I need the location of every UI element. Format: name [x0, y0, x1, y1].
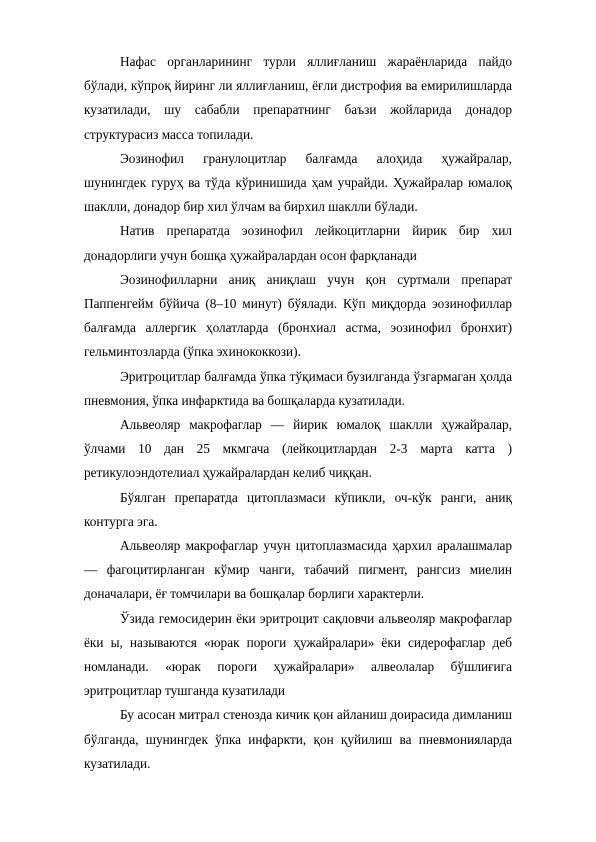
paragraph: Эозинофил гранулоцитлар балғамда алоҳида ҳужайралар, шунингдек гуруҳ ва тўда кўринишида ҳам учрайди. Ҳужайралар юмалоқ шаклли, донадор бир хил ўлчам ва бирхил шаклли бўлади. [84, 150, 512, 215]
paragraph: Нафас органларининг турли яллиғланиш жараёнларида пайдо бўлади, кўпроқ йиринг ли яллиғланиш, ёғли дистрофия ва емирилишларда кузатилади, шу сабабли препаратнинг баъзи жойларида донадор структурасиз масса топилади. [84, 54, 512, 142]
paragraph: Альвеоляр макрофаглар — йирик юмалоқ шаклли ҳужайралар, ўлчами 10 дан 25 мкмгача (лейкоцитлардан 2-3 марта катта ) ретикулоэндотелиал ҳужайралардан келиб чиққан. [84, 417, 512, 481]
paragraph: Натив препаратда эозинофил лейкоцитларни йирик бир хил донадорлиги учун бошқа ҳужайралардан осон фарқланади [84, 223, 512, 263]
paragraph: Бу асосан митрал стенозда кичик қон айланиш доирасида димланиш бўлганда, шунингдек ўпка инфаркти, қон қуйилиш ва пневмонияларда кузатилади. [84, 707, 512, 771]
paragraph: Альвеоляр макрофаглар учун цитоплазмасида ҳархил аралашмалар— фагоцитирланган кўмир чанги, табачий пигмент, рангсиз миелин доначалари, ёғ томчилари ва бошқалар борлиги характерли. [84, 538, 512, 602]
paragraph: Бўялган препаратда цитоплазмаси кўпикли, оч-кўк ранги, аниқ контурга эга. [84, 489, 512, 529]
document-page [84, 50, 512, 776]
paragraph: Ўзида гемосидерин ёки эритроцит сақловчи альвеоляр макрофаглар ёки ы, называются «юрак пороги ҳужайралари» ёки сидерофаглар деб номланади. «юрак пороги ҳужайралари» алвеолалар бўшлиғига эритроцитлар тушганда кузатилади [84, 610, 512, 699]
paragraph: Эритроцитлар балғамда ўпка тўқимаси бузилганда ўзгармаган ҳолда пневмония, ўпка инфарктида ва бошқаларда кузатилади. [84, 368, 512, 408]
paragraph: Эозинофилларни аниқ аниқлаш учун қон суртмали препарат Паппенгейм бўйича (8–10 минут) бўялади. Кўп миқдорда эозинофиллар балғамда аллергик ҳолатларда (бронхиал астма, эозинофил бронхит) гельминтозларда (ўпка эхинококкози). [84, 271, 512, 360]
